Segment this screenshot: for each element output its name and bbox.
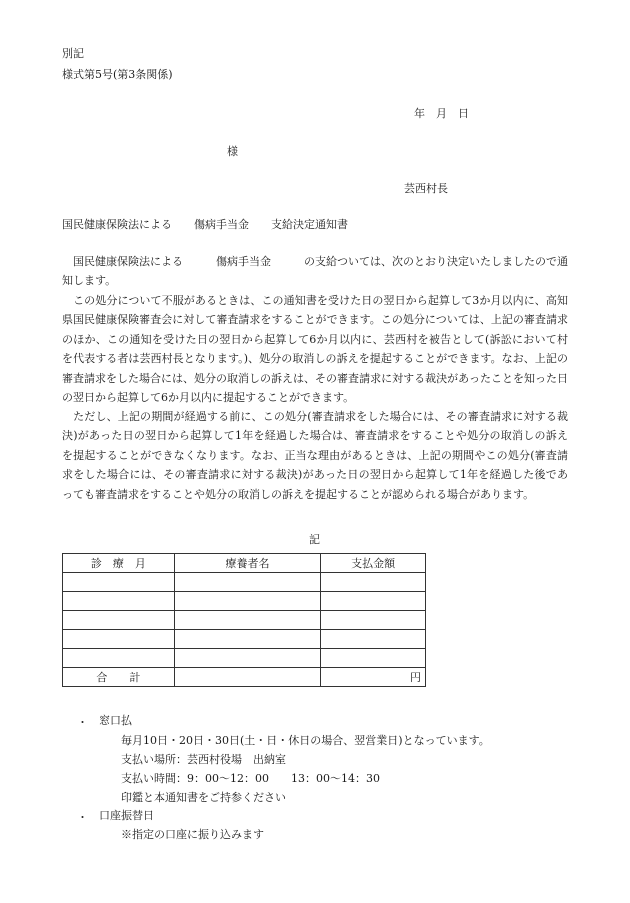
table-row: [63, 630, 426, 649]
table-total-row: [63, 668, 426, 687]
table-cell: [174, 611, 321, 630]
table-cell: [321, 592, 426, 611]
payment-record-table: [62, 553, 426, 687]
window-location: 支払い場所：芸西村役場 出納室: [121, 753, 286, 766]
appendix-label: 別記: [62, 47, 84, 60]
table-cell: [63, 592, 175, 611]
table-row: [63, 592, 426, 611]
header-amount: 支払金額: [321, 554, 426, 573]
header-month: 診 療 月: [63, 554, 175, 573]
window-schedule: 毎月10日・20日・30日(土・日・休日の場合、翌営業日)となっています。: [121, 734, 490, 747]
transfer-title: 口座振替日: [99, 809, 154, 822]
table-cell: [321, 649, 426, 668]
paragraph-notice-text: 国民健康保険法による 傷病手当金 の支給ついては、次のとおり決定いたしましたので通知します。: [62, 255, 568, 288]
table-row: [63, 611, 426, 630]
paragraph-appeal: [62, 291, 568, 407]
total-amount-unit: 円: [321, 668, 426, 687]
table-cell: [63, 649, 175, 668]
bullet-icon: ・: [77, 716, 88, 729]
header-patient: 療養者名: [174, 554, 321, 573]
table-row: [63, 573, 426, 592]
issuer-name: 芸西村長: [404, 182, 448, 195]
paragraph-notice: [62, 252, 568, 291]
form-number: 様式第5号(第3条関係): [62, 68, 173, 81]
window-bring-items: 印鑑と本通知書をご持参ください: [121, 791, 286, 804]
table-cell: [63, 630, 175, 649]
paragraph-appeal-text: この処分について不服があるときは、この通知書を受けた日の翌日から起算して3か月以内に、高知県国民健康保険審査会に対して審査請求をすることができます。この処分については、上記の審査請求のほか、この通知を受けた日の翌日から起算して6か月以内に、芸西村を被告として(訴訟において村を代表する者は芸西村長となります。)、処分の取消しの訴えを提起することができます。なお、上記の審査請求をした場合には、処分の取消しの訴えは、その審査請求に対する裁決があったことを知った日の翌日から起算して6か月以内に提起することができます。: [62, 294, 568, 405]
table-cell: [174, 649, 321, 668]
table-cell: [174, 573, 321, 592]
ki-heading: 記: [309, 533, 320, 546]
table-row: [63, 649, 426, 668]
window-hours: 支払い時間：9：00～12：00 13：00～14：30: [121, 772, 380, 785]
date-line: 年 月 日: [414, 107, 469, 120]
table-cell: [63, 573, 175, 592]
window-payment-title: 窓口払: [99, 714, 132, 727]
table-cell: [174, 592, 321, 611]
table-cell: [174, 630, 321, 649]
addressee: 様: [227, 145, 238, 158]
paragraph-deadline: [62, 407, 568, 504]
table-cell: [174, 668, 321, 687]
paragraph-deadline-text: ただし、上記の期間が経過する前に、この処分(審査請求をした場合には、その審査請求に対する裁決)があった日の翌日から起算して1年を経過した場合は、審査請求をすることや処分の取消しの訴えを提起することができなくなります。なお、正当な理由があるときは、上記の期間やこの処分(審査請求をした場合には、その審査請求に対する裁決)があった日の翌日から起算して1年を経過した後であっても審査請求をすることや処分の取消しの訴えを提起することが認められる場合があります。: [62, 410, 568, 501]
total-label: 合 計: [63, 668, 175, 687]
table-cell: [321, 611, 426, 630]
table-cell: [63, 611, 175, 630]
table-header-row: [63, 554, 426, 573]
document-title: 国民健康保険法による 傷病手当金 支給決定通知書: [62, 218, 348, 231]
bullet-icon: ・: [77, 811, 88, 824]
transfer-note: ※指定の口座に振り込みます: [121, 828, 264, 841]
table-cell: [321, 573, 426, 592]
table-cell: [321, 630, 426, 649]
